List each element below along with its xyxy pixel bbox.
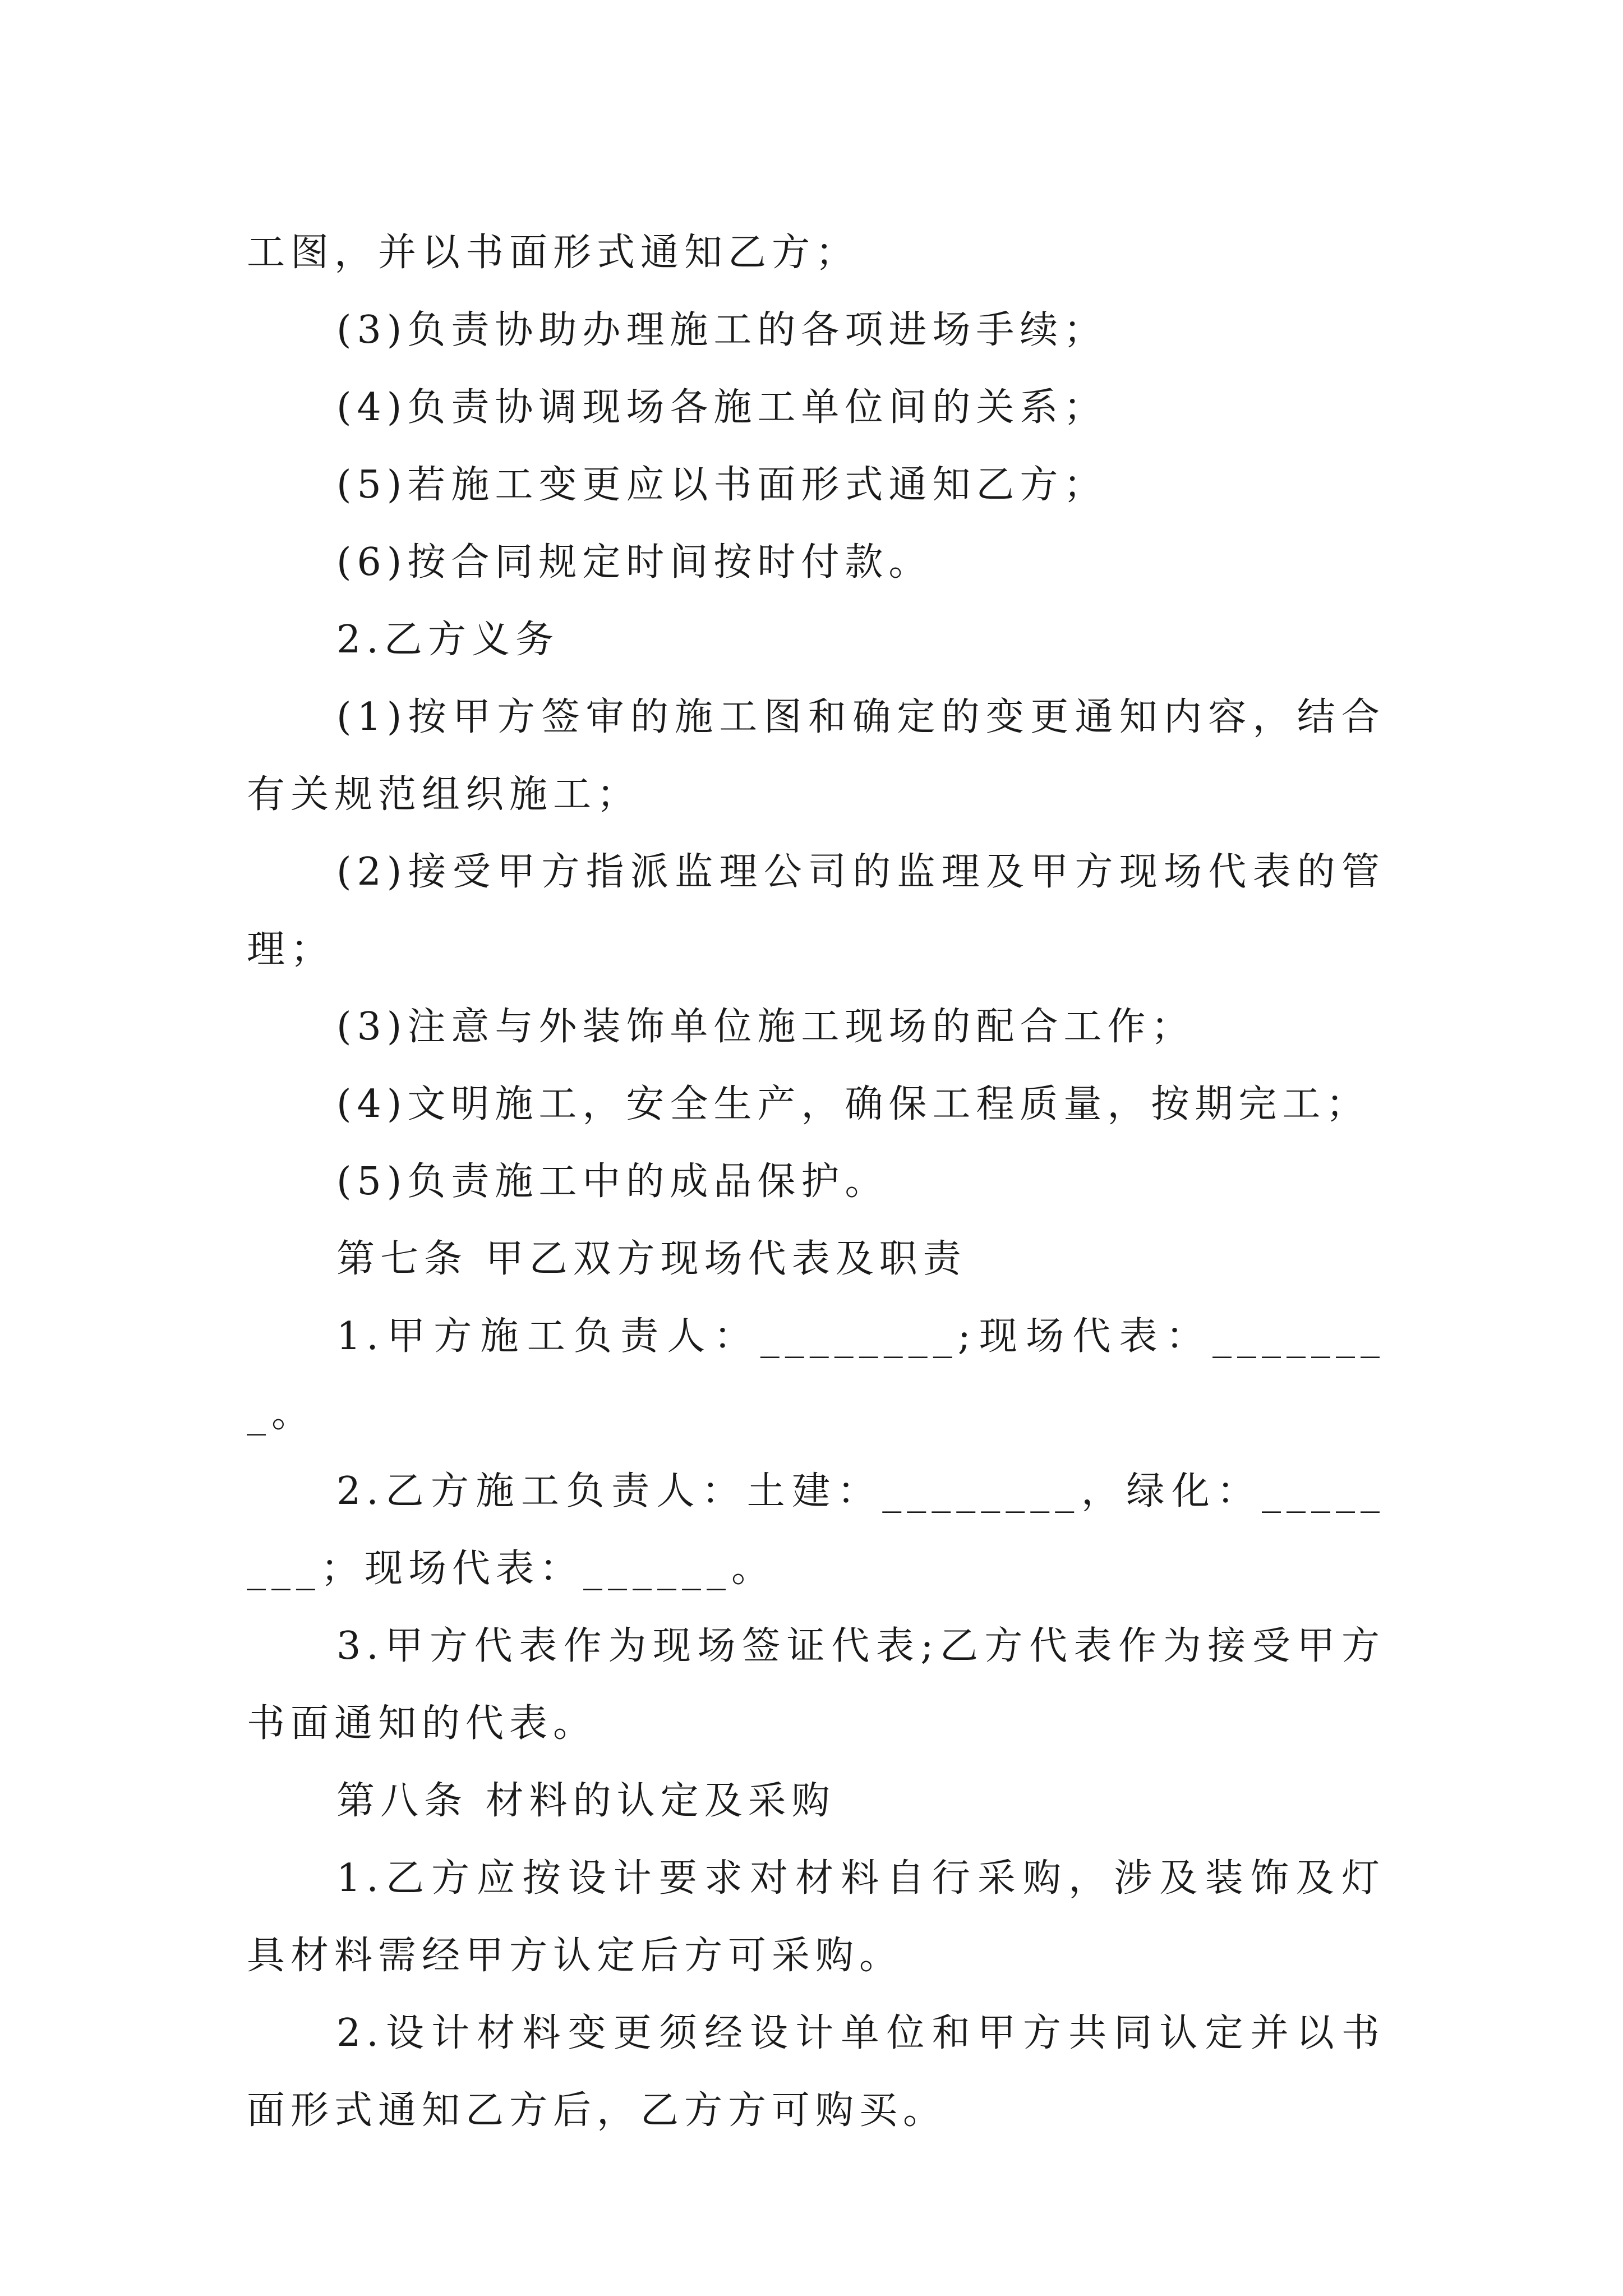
paragraph-8: (2)接受甲方指派监理公司的监理及甲方现场代表的管理； bbox=[247, 850, 1385, 972]
paragraph-14: 2.乙方施工负责人：土建：________，绿化：________；现场代表：______。 bbox=[247, 1469, 1385, 1591]
paragraph-1: 工图，并以书面形式通知乙方； bbox=[247, 231, 860, 275]
paragraph-11: (5)负责施工中的成品保护。 bbox=[336, 1159, 889, 1204]
paragraph-17: 1.乙方应按设计要求对材料自行采购，涉及装饰及灯具材料需经甲方认定后方可采购。 bbox=[247, 1856, 1385, 1978]
section-heading-party-b-obligations: 2.乙方义务 bbox=[336, 618, 559, 662]
paragraph-10: (4)文明施工，安全生产，确保工程质量，按期完工； bbox=[336, 1082, 1370, 1126]
paragraph-9: (3)注意与外装饰单位施工现场的配合工作； bbox=[336, 1005, 1195, 1049]
paragraph-5: (6)按合同规定时间按时付款。 bbox=[336, 540, 933, 585]
paragraph-13: 1.甲方施工负责人：________;现场代表：________。 bbox=[247, 1314, 1385, 1436]
paragraph-2: (3)负责协助办理施工的各项进场手续； bbox=[336, 308, 1108, 352]
paragraph-4: (5)若施工变更应以书面形式通知乙方； bbox=[336, 463, 1108, 507]
article-heading-8: 第八条 材料的认定及采购 bbox=[336, 1779, 836, 1823]
paragraph-7: (1)按甲方签审的施工图和确定的变更通知内容，结合有关规范组织施工； bbox=[247, 695, 1385, 817]
paragraph-18: 2.设计材料变更须经设计单位和甲方共同认定并以书面形式通知乙方后，乙方方可购买。 bbox=[247, 2011, 1385, 2133]
document-body bbox=[247, 214, 1385, 2150]
paragraph-3: (4)负责协调现场各施工单位间的关系； bbox=[336, 385, 1108, 430]
article-heading-7: 第七条 甲乙双方现场代表及职责 bbox=[336, 1237, 967, 1281]
paragraph-15: 3.甲方代表作为现场签证代表;乙方代表作为接受甲方书面通知的代表。 bbox=[247, 1624, 1385, 1746]
